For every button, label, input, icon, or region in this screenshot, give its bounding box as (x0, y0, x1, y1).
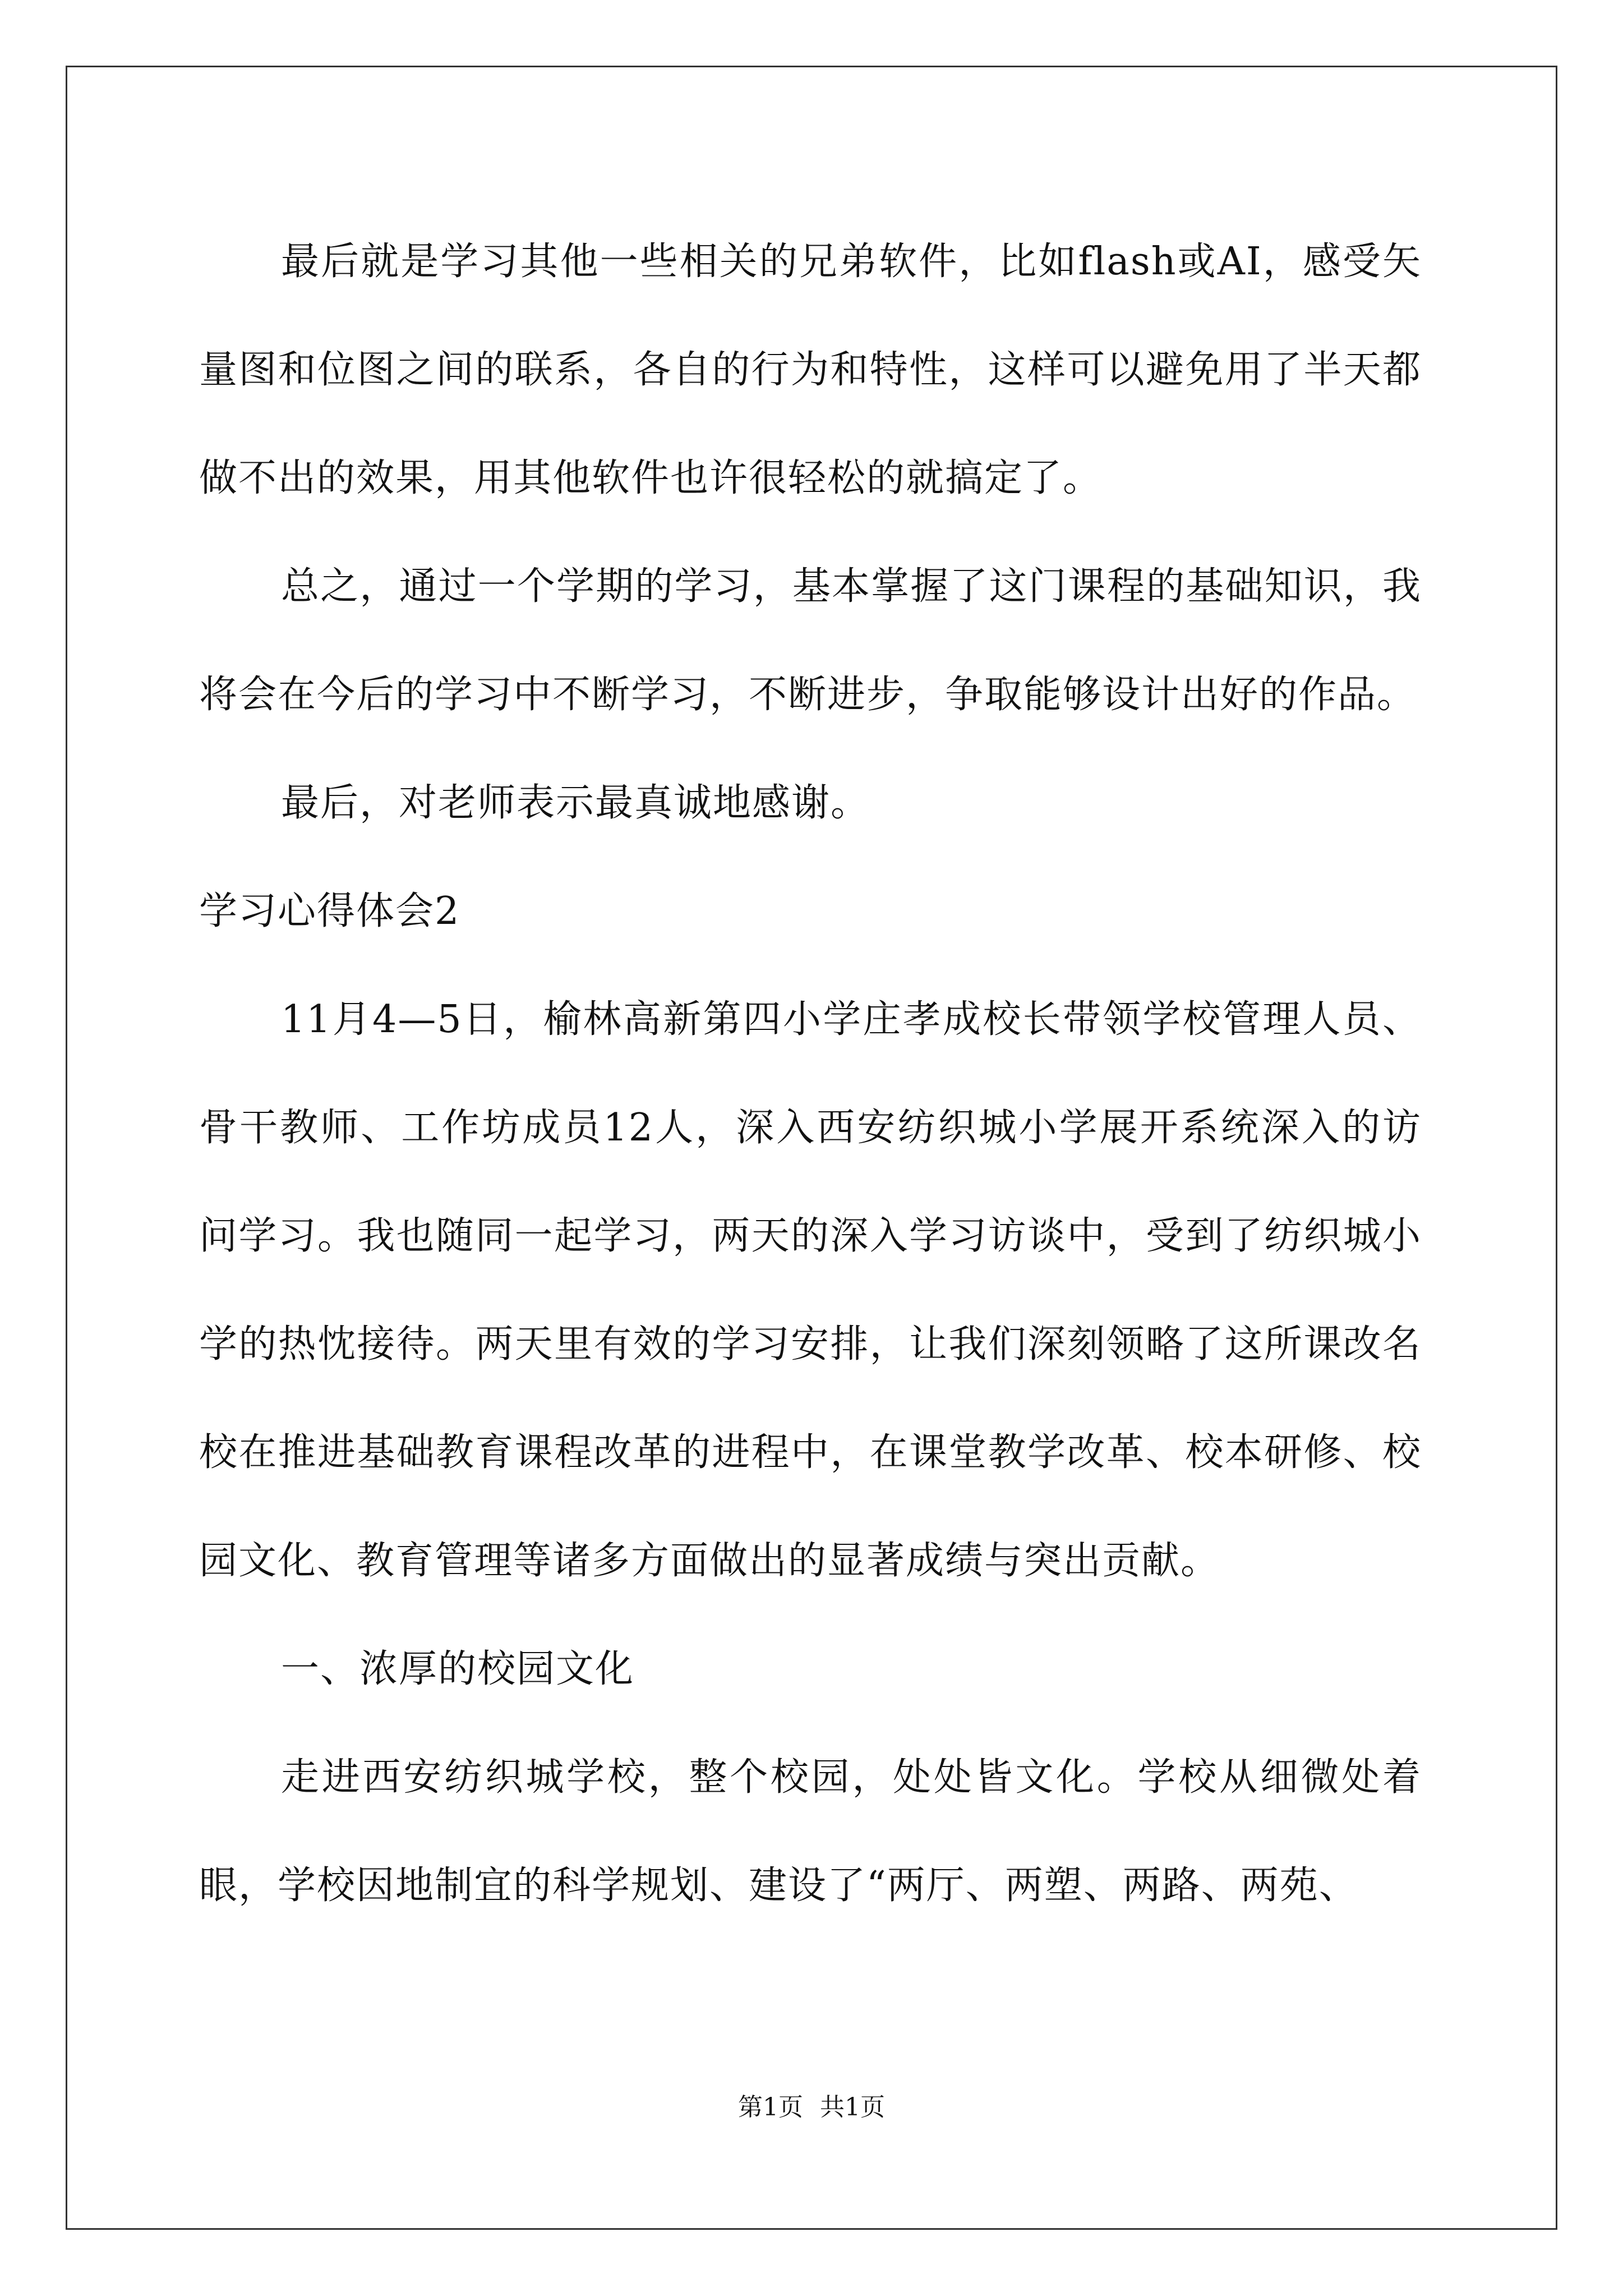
paragraph: 总之，通过一个学期的学习，基本掌握了这门课程的基础知识，我将会在今后的学习中不断学习，不断进步，争取能够设计出好的作品。 (199, 564, 1422, 717)
paragraph: 走进西安纺织城学校，整个校园，处处皆文化。学校从细微处着眼，学校因地制宜的科学规划、建设了“两厅、两塑、两路、两苑、 (199, 1755, 1422, 1908)
subsection-title: 一、浓厚的校园文化 (281, 1647, 635, 1691)
page-number: 第1页 (738, 2093, 803, 2122)
section-heading: 学习心得体会2 (199, 889, 460, 933)
page-total: 共1页 (820, 2093, 885, 2122)
paragraph: 11月4—5日，榆林高新第四小学庄孝成校长带领学校管理人员、骨干教师、工作坊成员12人，深入西安纺织城小学展开系统深入的访问学习。我也随同一起学习，两天的深入学习访谈中，受到了纺织城小学的热忱接待。两天里有效的学习安排，让我们深刻领略了这所课改名校在推进基础教育课程改革的进程中，在课堂教学改革、校本研修、校园文化、教育管理等诸多方面做出的显著成绩与突出贡献。 (199, 997, 1422, 1583)
paragraph: 最后就是学习其他一些相关的兄弟软件，比如flash或AI，感受矢量图和位图之间的联系，各自的行为和特性，这样可以避免用了半天都做不出的效果，用其他软件也许很轻松的就搞定了。 (199, 240, 1422, 500)
paragraph: 最后，对老师表示最真诚地感谢。 (281, 781, 870, 825)
page-footer (0, 2087, 1623, 2123)
document-body (199, 208, 1422, 1940)
